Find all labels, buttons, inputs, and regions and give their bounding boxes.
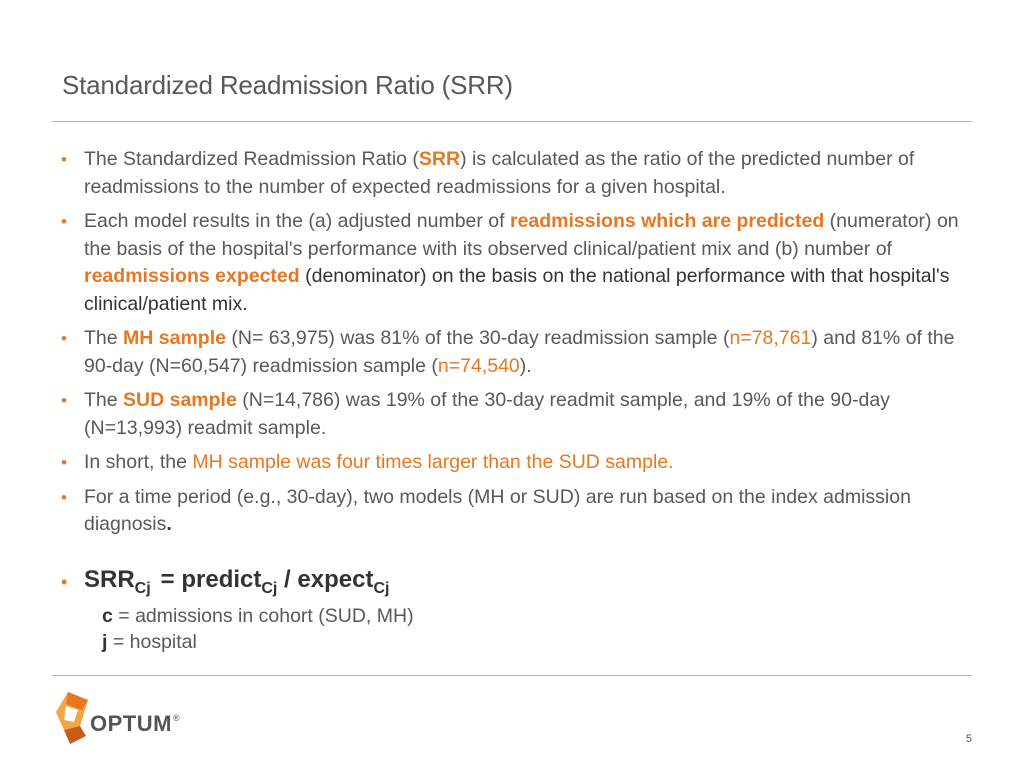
bullet-dot-icon: • bbox=[61, 391, 67, 410]
bullet-dot-icon: • bbox=[61, 329, 67, 348]
n-30day: n=78,761 bbox=[729, 327, 812, 349]
definition-c: c = admissions in cohort (SUD, MH) bbox=[102, 605, 414, 627]
srr-formula: • $SRR_{Cj}$ = predict$_{Cj}$ / expect$_{Cj}$ bbox=[61, 566, 390, 597]
n-90day: n=74,540 bbox=[437, 354, 520, 377]
bullet-srr-definition: • The Standardized Readmission Ratio (SRR) is calculated as the ratio of the predicted number of readmissions to the number of expected readmissions for a given hospital. bbox=[61, 148, 915, 198]
bullet-dot-icon: • bbox=[61, 453, 67, 472]
bullet-model-results: • Each model results in the (a) adjusted number of readmissions which are predicted (numerator) on the basis of the hospital's performance with its observed clinical/patient mix and (b) number of readmissions expected (denominator) on the basis on the national performance with that hospital's clinical/patient mix. bbox=[61, 210, 959, 315]
formula-definitions bbox=[102, 603, 414, 655]
expected-highlight: readmissions expected bbox=[84, 265, 300, 287]
summary-highlight: MH sample was four times larger than the SUD sample. bbox=[192, 451, 674, 473]
bullet-time-period: • For a time period (e.g., 30-day), two models (MH or SUD) are run based on the index admission diagnosis. bbox=[61, 485, 911, 535]
page-number: 5 bbox=[965, 733, 972, 745]
bullet-dot-icon: • bbox=[61, 212, 67, 231]
predicted-highlight: readmissions which are predicted bbox=[509, 210, 825, 232]
srr-highlight: SRR bbox=[418, 148, 461, 170]
bullet-dot-icon: • bbox=[61, 572, 68, 592]
top-divider bbox=[52, 121, 972, 122]
bullet-list bbox=[60, 146, 960, 546]
slide-title: Standardized Readmission Ratio (SRR) bbox=[62, 70, 513, 100]
optum-logo-text: OPTUM® bbox=[90, 711, 181, 736]
bullet-dot-icon: • bbox=[61, 487, 67, 507]
bottom-divider bbox=[52, 675, 972, 676]
bullet-dot-icon: • bbox=[61, 150, 67, 169]
bullet-mh-sample: • The MH sample (N= 63,975) was 81% of the 30-day readmission sample (n=78,761) and 81% of the 90-day (N=60,547) readmission sample (n=74,540). bbox=[61, 327, 955, 377]
bullet-sud-sample: • The SUD sample (N=14,786) was 19% of the 30-day readmit sample, and 19% of the 90-day (N=13,993) readmit sample. bbox=[61, 389, 890, 439]
bullet-summary: • In short, the MH sample was four times larger than the SUD sample. bbox=[60, 449, 960, 477]
sud-sample-highlight: SUD sample bbox=[123, 389, 237, 411]
definition-j: j = hospital bbox=[102, 631, 197, 653]
mh-sample-highlight: MH sample bbox=[123, 327, 226, 349]
